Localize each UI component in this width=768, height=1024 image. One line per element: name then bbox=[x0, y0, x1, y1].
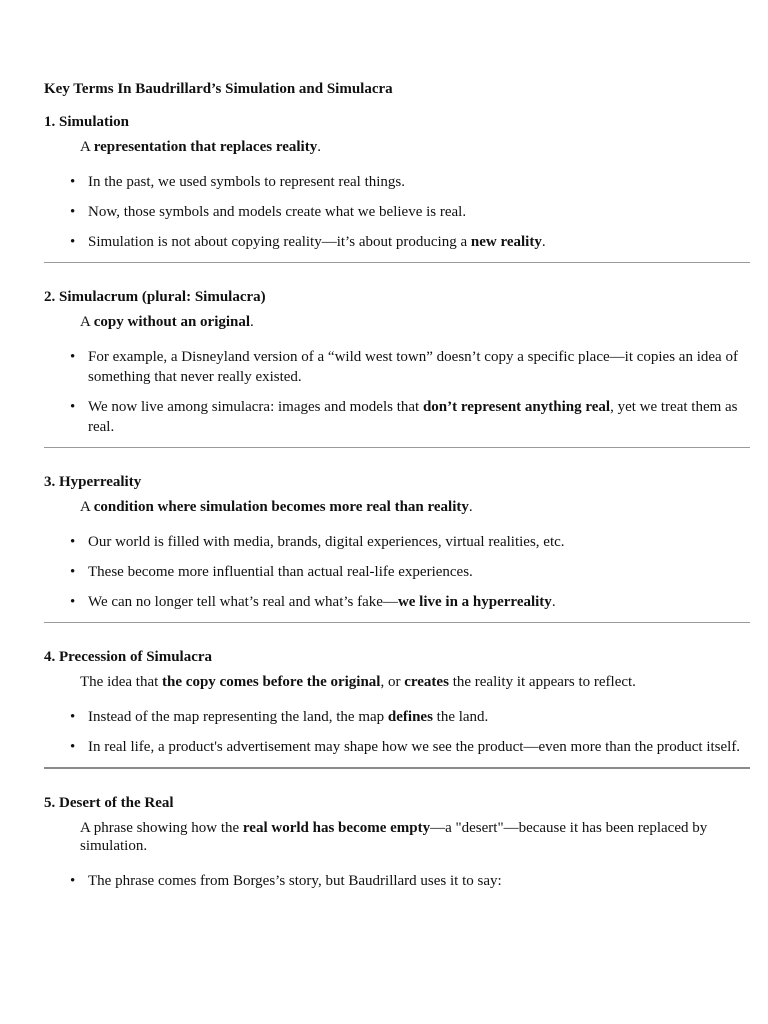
text-run: In real life, a product's advertisement may shape how we see the product—even more than the product itself. bbox=[88, 739, 741, 755]
text-run: A bbox=[80, 314, 94, 330]
bold-text: representation that replaces reality bbox=[93, 139, 318, 155]
section-divider bbox=[44, 767, 750, 769]
section-hyperreality bbox=[44, 472, 750, 612]
text-run: Instead of the map representing the land, the map bbox=[88, 709, 388, 725]
section-definition bbox=[80, 819, 750, 855]
bullet-list bbox=[44, 707, 750, 757]
text-run: The phrase comes from Borges’s story, but Baudrillard uses it to say: bbox=[88, 873, 502, 889]
bullet-icon: • bbox=[70, 349, 76, 365]
section-simulacrum-plural-simulacra bbox=[44, 287, 750, 437]
section-simulation bbox=[44, 112, 750, 252]
text-run: A bbox=[80, 139, 94, 155]
section-heading: 5. Desert of the Real bbox=[44, 795, 174, 811]
list-item bbox=[44, 562, 750, 582]
list-item bbox=[44, 707, 750, 727]
text-run: For example, a Disneyland version of a “wild west town” doesn’t copy a specific place—it copies an idea of something that never really existed. bbox=[88, 349, 738, 385]
text-run: Now, those symbols and models create what we believe is real. bbox=[88, 204, 467, 220]
section-divider bbox=[44, 262, 750, 263]
list-item bbox=[44, 232, 750, 252]
bold-text: the copy comes before the original bbox=[162, 674, 381, 690]
bold-text: defines bbox=[387, 709, 433, 725]
section-definition bbox=[80, 673, 750, 691]
section-definition bbox=[80, 313, 750, 331]
text-run: Simulation is not about copying reality—it’s about producing a bbox=[88, 234, 471, 250]
list-item bbox=[44, 397, 750, 437]
text-run: . bbox=[541, 234, 546, 250]
section-divider bbox=[44, 447, 750, 448]
bullet-icon: • bbox=[70, 399, 76, 415]
text-run: . bbox=[317, 139, 321, 155]
bullet-icon: • bbox=[70, 234, 76, 250]
section-divider bbox=[44, 622, 750, 623]
bold-text: we live in a hyperreality bbox=[397, 594, 552, 610]
text-run: . bbox=[250, 314, 254, 330]
section-heading: 3. Hyperreality bbox=[44, 474, 142, 490]
section-heading: 1. Simulation bbox=[44, 114, 130, 130]
bold-text: real world has become empty bbox=[242, 820, 431, 836]
text-run: The idea that bbox=[80, 674, 163, 690]
bullet-icon: • bbox=[70, 709, 76, 725]
bullet-icon: • bbox=[70, 174, 76, 190]
document-body bbox=[44, 78, 750, 901]
bullet-list bbox=[44, 532, 750, 612]
bullet-icon: • bbox=[70, 204, 76, 220]
text-run: the land. bbox=[432, 709, 489, 725]
list-item bbox=[44, 532, 750, 552]
bullet-list bbox=[44, 347, 750, 437]
text-run: , or bbox=[380, 674, 405, 690]
list-item bbox=[44, 172, 750, 192]
bullet-icon: • bbox=[70, 564, 76, 580]
section-desert-of-the-real bbox=[44, 793, 750, 891]
text-run: . bbox=[551, 594, 556, 610]
text-run: A bbox=[80, 499, 94, 515]
section-heading: 4. Precession of Simulacra bbox=[44, 649, 213, 665]
text-run: We can no longer tell what’s real and what’s fake— bbox=[88, 594, 398, 610]
list-item bbox=[44, 202, 750, 222]
bullet-icon: • bbox=[70, 873, 76, 889]
bullet-icon: • bbox=[70, 739, 76, 755]
text-run: Our world is filled with media, brands, digital experiences, virtual realities, etc. bbox=[88, 534, 565, 550]
text-run: These become more influential than actual real-life experiences. bbox=[88, 564, 473, 580]
bold-text: creates bbox=[404, 674, 449, 690]
text-run: In the past, we used symbols to represent real things. bbox=[88, 174, 406, 190]
bold-text: don’t represent anything real bbox=[422, 399, 611, 415]
section-definition bbox=[80, 498, 750, 516]
bold-text: copy without an original bbox=[93, 314, 251, 330]
text-run: We now live among simulacra: images and models that bbox=[88, 399, 423, 415]
bold-text: condition where simulation becomes more real than reality bbox=[93, 499, 469, 515]
bullet-list bbox=[44, 172, 750, 252]
text-run: , yet we treat them as real. bbox=[88, 399, 738, 435]
list-item bbox=[44, 347, 750, 387]
sections-container bbox=[44, 112, 750, 891]
list-item bbox=[44, 737, 750, 757]
section-definition bbox=[80, 138, 750, 156]
bullet-list bbox=[44, 871, 750, 891]
section-heading: 2. Simulacrum (plural: Simulacra) bbox=[44, 289, 266, 305]
list-item bbox=[44, 871, 750, 891]
bold-text: new reality bbox=[470, 234, 542, 250]
text-run: A phrase showing how the bbox=[80, 820, 243, 836]
text-run: —a "desert"—because it has been replaced by simulation. bbox=[80, 820, 708, 854]
bullet-icon: • bbox=[70, 594, 76, 610]
section-precession-of-simulacra bbox=[44, 647, 750, 757]
document-title: Key Terms In Baudrillard’s Simulation and Simulacra bbox=[44, 81, 393, 97]
list-item bbox=[44, 592, 750, 612]
text-run: . bbox=[468, 499, 473, 515]
bullet-icon: • bbox=[70, 534, 76, 550]
text-run: the reality it appears to reflect. bbox=[448, 674, 636, 690]
